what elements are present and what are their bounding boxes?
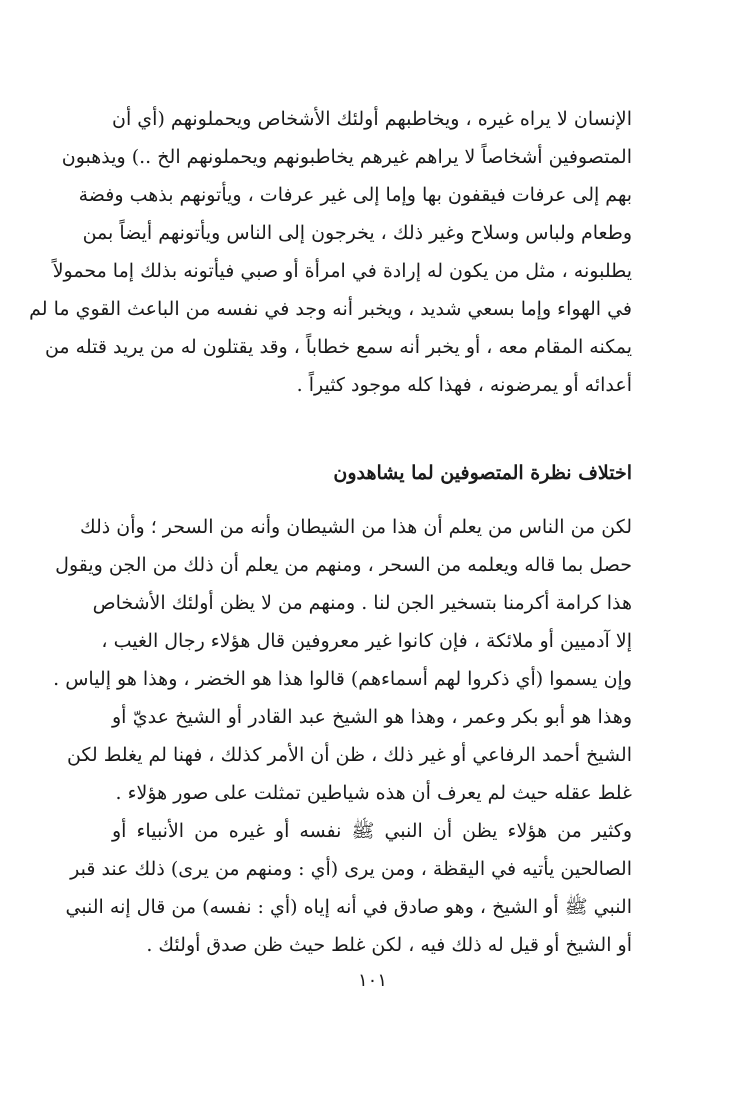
paragraph-1-line-6: في الهواء وإما بسعي شديد ، ويخبر أنه وجد في نفسه من الباعث القوي ما لم	[29, 298, 632, 320]
paragraph-2-line-4: إلا آدميين أو ملائكة ، فإن كانوا غير معروفين قال هؤلاء رجال الغيب ،	[101, 630, 632, 652]
paragraph-3-line-4: أو الشيخ أو قيل له ذلك فيه ، لكن غلط حيث ظن صدق أولئك .	[146, 934, 632, 956]
page-number: ١٠١	[357, 970, 387, 991]
paragraph-1-line-4: وطعام ولباس وسلاح وغير ذلك ، يخرجون إلى الناس ويأتونهم أيضاً بمن	[82, 222, 632, 244]
paragraph-2-line-7: الشيخ أحمد الرفاعي أو غير ذلك ، ظن أن الأمر كذلك ، فهنا لم يغلط لكن	[66, 744, 632, 766]
paragraph-1-line-1: الإنسان لا يراه غيره ، ويخاطبهم أولئك الأشخاص ويحملونهم (أي أن	[112, 108, 632, 130]
paragraph-2-line-5: وإن يسموا (أي ذكروا لهم أسماءهم) قالوا هذا هو الخضر ، وهذا هو إلياس .	[53, 668, 632, 690]
paragraph-1-line-7: يمكنه المقام معه ، أو يخبر أنه سمع خطاباً ، وقد يقتلون له من يريد قتله من	[44, 336, 632, 358]
paragraph-1-line-5: يطلبونه ، مثل من يكون له إرادة في امرأة أو صبي فيأتونه بذلك إما محمولاً	[52, 260, 632, 282]
paragraph-3-line-1: وكثير من هؤلاء يظن أن النبي ﷺ نفسه أو غيره من الأنبياء أو	[112, 820, 632, 842]
paragraph-3-line-3: النبي ﷺ أو الشيخ ، وهو صادق في أنه إياه (أي : نفسه) من قال إنه النبي	[65, 896, 632, 918]
paragraph-1-line-8: أعدائه أو يمرضونه ، فهذا كله موجود كثيراً .	[296, 374, 632, 396]
paragraph-1-line-3: بهم إلى عرفات فيقفون بها وإما إلى غير عرفات ، ويأتونهم بذهب وفضة	[78, 184, 632, 206]
paragraph-3	[65, 812, 632, 964]
paragraph-2-line-8: غلط عقله حيث لم يعرف أن هذه شياطين تمثلت على صور هؤلاء .	[115, 782, 632, 804]
paragraph-2-line-1: لكن من الناس من يعلم أن هذا من الشيطان وأنه من السحر ؛ وأن ذلك	[79, 516, 632, 538]
paragraph-1-line-2: المتصوفين أشخاصاً لا يراهم غيرهم يخاطبونهم ويحملونهم الخ ..) ويذهبون	[61, 146, 632, 168]
section-heading: اختلاف نظرة المتصوفين لما يشاهدون	[333, 462, 632, 484]
paragraph-2	[53, 508, 632, 812]
paragraph-2-line-3: هذا كرامة أكرمنا بتسخير الجن لنا . ومنهم من لا يظن أولئك الأشخاص	[92, 592, 632, 614]
paragraph-2-line-6: وهذا هو أبو بكر وعمر ، وهذا هو الشيخ عبد القادر أو الشيخ عديّ أو	[112, 706, 632, 728]
paragraph-2-line-2: حصل بما قاله ويعلمه من السحر ، ومنهم من يعلم أن ذلك من الجن ويقول	[55, 554, 632, 576]
paragraph-1	[29, 100, 632, 404]
paragraph-3-line-2: الصالحين يأتيه في اليقظة ، ومن يرى (أي : ومنهم من يرى) ذلك عند قبر	[70, 858, 632, 880]
